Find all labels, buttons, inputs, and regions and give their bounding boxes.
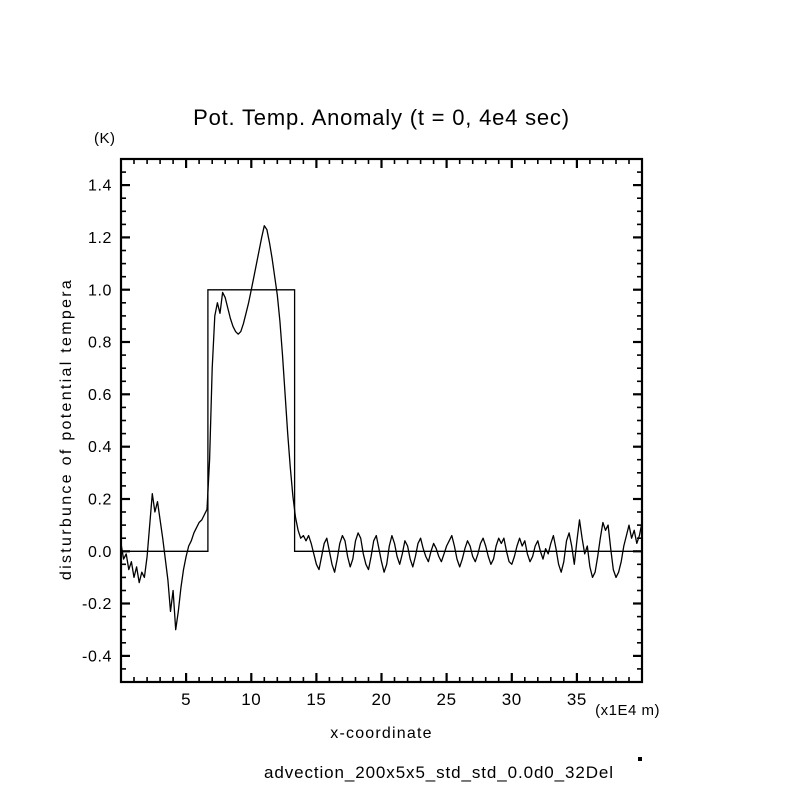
- y-tick-label: 1.0: [87, 282, 112, 300]
- y-tick-label: 0.6: [87, 386, 112, 404]
- reference-square-wave-line: [121, 290, 642, 552]
- y-tick-label: 0.2: [87, 491, 112, 509]
- y-axis-title: disturbunce of potential tempera: [58, 277, 75, 581]
- x-axis-title: x-coordinate: [330, 725, 433, 742]
- y-tick-label: 0.4: [87, 439, 112, 457]
- x-tick-label: 15: [306, 690, 327, 709]
- y-tick-label: 0.8: [87, 334, 112, 352]
- caption-text: advection_200x5x5_std_std_0.0d0_32Del: [264, 763, 614, 782]
- numerical-solution-line: [121, 226, 642, 630]
- stray-dot: [638, 757, 642, 761]
- plot-frame: [121, 159, 642, 682]
- x-tick-label: 5: [181, 690, 192, 709]
- y-units-label: (K): [94, 130, 116, 147]
- x-tick-label: 30: [501, 690, 522, 709]
- x-tick-label: 10: [241, 690, 262, 709]
- x-tick-label: 20: [371, 690, 392, 709]
- x-units-label: (x1E4 m): [595, 702, 660, 719]
- y-tick-label: 1.4: [87, 177, 112, 195]
- y-tick-label: -0.4: [82, 648, 112, 666]
- plot-title: Pot. Temp. Anomaly (t = 0, 4e4 sec): [193, 105, 570, 130]
- x-tick-label: 35: [566, 690, 587, 709]
- y-tick-label: -0.2: [82, 596, 112, 613]
- y-tick-label: 0.0: [87, 543, 112, 561]
- x-tick-label: 25: [436, 690, 457, 709]
- y-tick-label: 1.2: [87, 229, 112, 247]
